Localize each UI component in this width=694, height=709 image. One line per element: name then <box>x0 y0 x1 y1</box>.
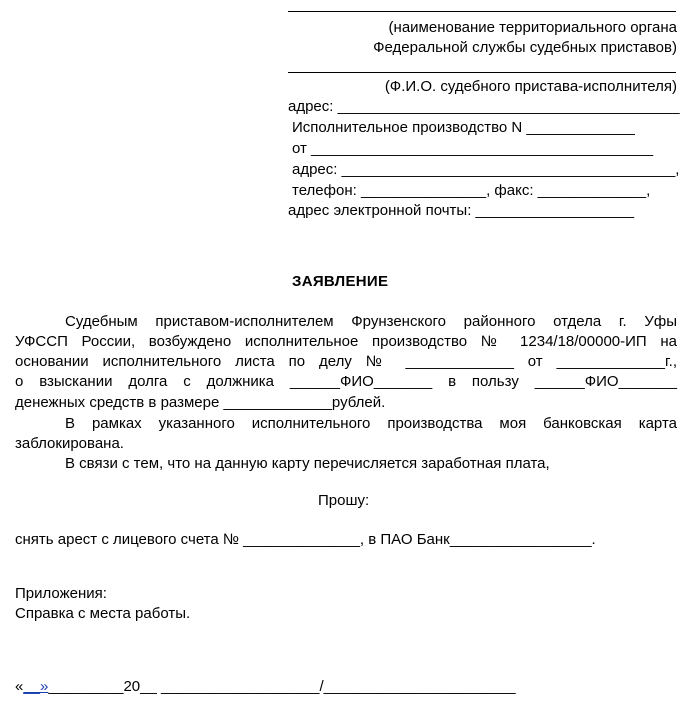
fio-caption: (Ф.И.О. судебного пристава-исполнителя) <box>384 78 677 95</box>
date-day-field: __» <box>23 678 49 695</box>
body-p2-line2: заблокирована. <box>15 435 124 452</box>
body-p1-line3-text: основании исполнительного листа по делу № _____________ от _____________г., <box>15 353 677 370</box>
organ-caption-line2: Федеральной службы судебных приставов) <box>373 39 677 56</box>
body-p1-line4-text: о взыскании долга с должника ______ФИО_______ в пользу ______ФИО_______ <box>15 373 677 390</box>
body-p3: В связи с тем, что на данную карту перечисляется заработная плата, <box>65 455 550 472</box>
attachments-label: Приложения: <box>15 585 107 602</box>
bailiff-address-field: адрес: _________________________________________ <box>288 98 680 115</box>
signature-date-line <box>15 677 516 697</box>
body-p1-line5: денежных средств в размере _____________рублей. <box>15 394 386 411</box>
body-p1-line3 <box>15 352 677 372</box>
request-action: снять арест с лицевого счета № ______________, в ПАО Банк_________________. <box>15 531 596 548</box>
body-p2-line1 <box>65 414 677 434</box>
request-heading: Прошу: <box>318 492 370 509</box>
applicant-address-field: адрес: ________________________________________, <box>292 161 680 178</box>
body-p2-line1-text: В рамках указанного исполнительного производства моя банковская карта <box>65 415 677 432</box>
date-open-quote: « <box>15 678 24 695</box>
body-p1-line2-org: УФССП России <box>15 333 131 350</box>
body-p1-line1 <box>65 312 677 332</box>
email-field: адрес электронной почты: ___________________ <box>288 202 635 219</box>
attachment-item: Справка с места работы. <box>15 605 191 622</box>
body-p1-line4 <box>15 372 677 392</box>
document-title: ЗАЯВЛЕНИЕ <box>292 273 389 290</box>
applicant-from-field: от _________________________________________ <box>292 140 654 157</box>
organ-name-underline <box>288 11 676 12</box>
organ-caption-line1: (наименование территориального органа <box>388 19 677 36</box>
enforcement-case-field: Исполнительное производство N _____________ <box>292 119 635 136</box>
body-p1-line2-text: , возбуждено исполнительное производство № 1234/18/00000-ИП на <box>130 333 677 350</box>
body-p1-line1-text: Судебным приставом-исполнителем Фрунзенского районного отдела г. Уфы <box>65 313 677 330</box>
body-p1-line2 <box>15 332 677 352</box>
fio-underline <box>288 72 676 73</box>
phone-fax-field: телефон: _______________, факс: _____________, <box>292 182 651 199</box>
date-signature-rest: _________20__ ___________________/_______________________ <box>48 678 516 695</box>
